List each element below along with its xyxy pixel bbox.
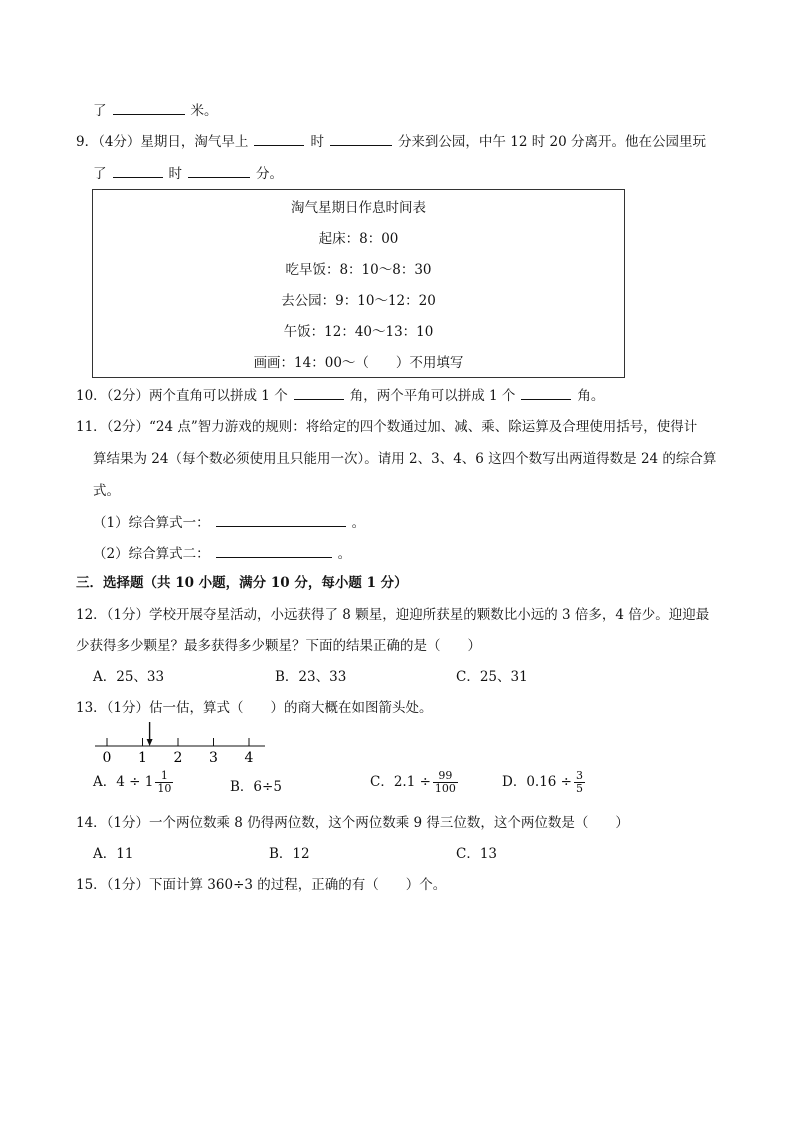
- q13-option-d[interactable]: [502, 770, 587, 795]
- q14-option-b[interactable]: B．12: [269, 846, 310, 862]
- q9-blank-min1[interactable]: [330, 131, 392, 146]
- fraction-numerator: 3: [576, 769, 583, 782]
- q9-text-f: 分。: [256, 166, 283, 182]
- q9-blank-hour1[interactable]: [254, 131, 304, 146]
- schedule-row: 画画：14：00～（ ）不用填写: [253, 355, 464, 371]
- fraction-denominator: 10: [157, 782, 172, 795]
- q10-blank-2[interactable]: [521, 385, 571, 400]
- q14-stem: 14．（1分）一个两位数乘 8 仍得两位数，这个两位数乘 9 得三位数，这个两位数是（ ）: [76, 815, 629, 831]
- fraction-numerator: 1: [155, 770, 173, 783]
- fraction-numerator: 99: [433, 770, 458, 783]
- number-line-tick-label: 4: [244, 750, 254, 766]
- q13-option-d-label: D．0.16 ÷: [502, 774, 572, 790]
- fraction-denominator: 100: [434, 782, 456, 795]
- q8-prefix: 了: [93, 103, 107, 119]
- q13-option-c-label: C．2.1 ÷: [370, 774, 431, 790]
- q10-blank-1[interactable]: [294, 385, 344, 400]
- q12-option-a[interactable]: A．25、33: [93, 669, 165, 685]
- q12-option-b[interactable]: B．23、33: [275, 669, 347, 685]
- q15-stem: 15．（1分）下面计算 360÷3 的过程，正确的有（ ）个。: [76, 877, 447, 893]
- schedule-row: 吃早饭：8：10～8：30: [285, 262, 432, 278]
- number-line-tick-label: 2: [173, 750, 183, 766]
- q9-line2: [93, 163, 283, 184]
- q10-text-c: 角。: [577, 388, 605, 404]
- schedule-row: 午饭：12：40～13：10: [283, 324, 434, 340]
- q11-line2: 算结果为 24（每个数必须使用且只能用一次）。请用 2、3、4、6 这四个数写出两道得数是 24 的综合算: [93, 451, 717, 467]
- q10-text-a: 10．（2分）两个直角可以拼成 1 个: [76, 388, 288, 404]
- q11-sub1: [93, 512, 365, 533]
- schedule-title: 淘气星期日作息时间表: [291, 200, 426, 216]
- schedule-table: [92, 189, 625, 378]
- q8-tail: [93, 100, 218, 121]
- q13-option-d-fraction: [574, 770, 585, 795]
- fraction-denominator: 5: [576, 782, 583, 795]
- number-line-tick-label: 3: [209, 750, 218, 766]
- q13-option-a-fraction: [155, 770, 173, 795]
- q9-text-d: 了: [93, 166, 107, 182]
- section-3-heading: 三．选择题（共 10 小题，满分 10 分，每小题 1 分）: [76, 575, 408, 591]
- q8-blank[interactable]: [113, 100, 185, 115]
- q12-line2: 少获得多少颗星？最多获得多少颗星？下面的结果正确的是（ ）: [76, 638, 481, 654]
- q11-sub2: [93, 543, 351, 564]
- q9-blank-hour2[interactable]: [113, 163, 163, 178]
- number-line: [93, 720, 268, 770]
- q11-sub2-label: （2）综合算式二：: [93, 546, 210, 562]
- q11-answer1[interactable]: [216, 512, 346, 527]
- q13-option-b[interactable]: B．6÷5: [230, 779, 282, 795]
- number-line-tick-label: 1: [138, 750, 147, 766]
- q11-line1: 11．（2分）“24 点”智力游戏的规则：将给定的四个数通过加、减、乘、除运算及合理使用括号，使得计: [76, 419, 698, 435]
- q11-answer2[interactable]: [216, 543, 332, 558]
- q12-line1: 12．（1分）学校开展夺星活动，小远获得了 8 颗星，迎迎所获星的颗数比小远的 3 倍多，4 倍少。迎迎最: [76, 607, 710, 623]
- schedule-row: 去公园：9：10～12：20: [281, 293, 436, 309]
- q13-option-a-label: A．4 ÷ 1: [93, 774, 154, 790]
- q8-suffix: 米。: [190, 103, 218, 119]
- q13-option-c[interactable]: [370, 770, 460, 795]
- q14-option-c[interactable]: C．13: [456, 846, 498, 862]
- q11-sub2-period: 。: [337, 546, 352, 562]
- q11-sub1-label: （1）综合算式一：: [93, 515, 210, 531]
- q10: [76, 385, 604, 406]
- q9-text-c: 分来到公园，中午 12 时 20 分离开。他在公园里玩: [397, 134, 706, 150]
- q9-blank-min2[interactable]: [188, 163, 250, 178]
- q13-stem: 13．（1分）估一估，算式（ ）的商大概在如图箭头处。: [76, 700, 433, 716]
- q9-text-a: 9．（4分）星期日，淘气早上: [76, 134, 249, 150]
- arrow-icon: [147, 722, 153, 746]
- q14-option-a[interactable]: A．11: [93, 846, 134, 862]
- q13-option-a[interactable]: [93, 770, 175, 795]
- q12-option-c[interactable]: C．25、31: [456, 669, 528, 685]
- schedule-row: 起床：8：00: [318, 231, 399, 247]
- q11-line3: 式。: [93, 483, 120, 499]
- number-line-tick-label: 0: [102, 750, 112, 766]
- q11-sub1-period: 。: [351, 515, 366, 531]
- q9-text-e: 时: [168, 166, 182, 182]
- q10-text-b: 角，两个平角可以拼成 1 个: [349, 388, 516, 404]
- q9-line1: [76, 131, 706, 152]
- q9-text-b: 时: [310, 134, 324, 150]
- q13-option-c-fraction: [433, 770, 458, 795]
